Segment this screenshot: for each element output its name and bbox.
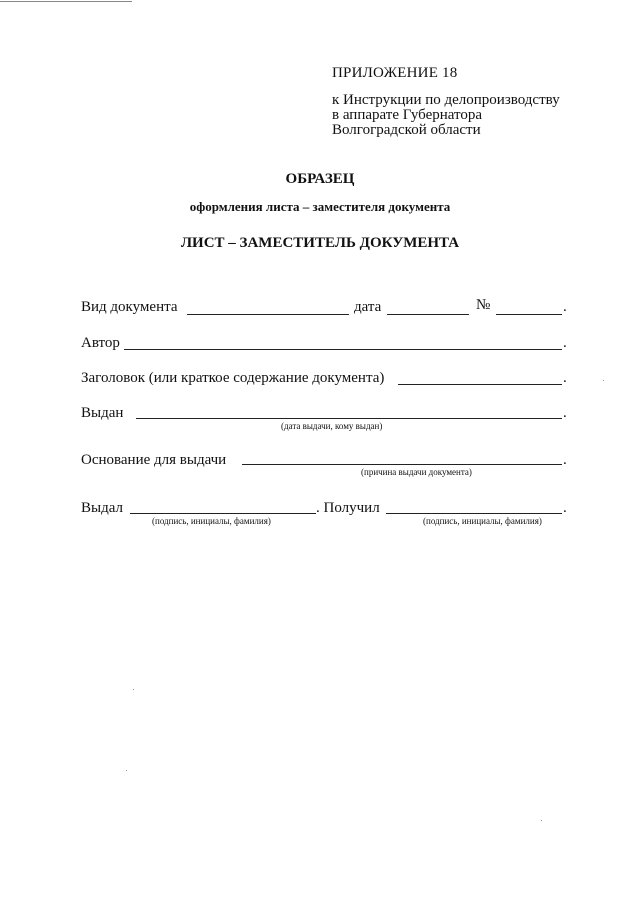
appendix-title: ПРИЛОЖЕНИЕ 18 <box>332 65 458 81</box>
scan-speck <box>541 820 542 821</box>
doc-type-line <box>187 314 349 315</box>
end-mark: . <box>563 335 567 351</box>
scan-speck <box>133 689 134 690</box>
basis-line <box>242 464 562 465</box>
received-label: . Получил <box>316 500 380 516</box>
end-mark: . <box>563 299 567 315</box>
issued-label: Выдан <box>81 405 124 421</box>
author-label: Автор <box>81 335 120 351</box>
basis-label: Основание для выдачи <box>81 452 227 468</box>
date-label: дата <box>354 299 382 315</box>
number-line <box>496 314 562 315</box>
appendix-block <box>332 66 560 138</box>
end-mark: . <box>563 370 567 386</box>
issued-line <box>136 418 562 419</box>
received-hint: (подпись, инициалы, фамилия) <box>423 516 542 526</box>
basis-hint: (причина выдачи документа) <box>361 467 472 477</box>
sample-subtitle: оформления листа – заместителя документа <box>189 199 451 214</box>
issued-by-hint: (подпись, инициалы, фамилия) <box>152 516 271 526</box>
document-title: ЛИСТ – ЗАМЕСТИТЕЛЬ ДОКУМЕНТА <box>180 235 460 251</box>
end-mark: . <box>563 500 567 516</box>
scan-speck <box>603 380 604 381</box>
appendix-line: Волгоградской области <box>332 122 481 138</box>
received-line <box>386 513 562 514</box>
appendix-line: в аппарате Губернатора <box>332 107 483 123</box>
heading-label: Заголовок (или краткое содержание документа) <box>81 370 385 386</box>
scan-speck <box>126 770 127 771</box>
issued-by-label: Выдал <box>81 500 123 516</box>
issued-hint: (дата выдачи, кому выдан) <box>281 421 383 431</box>
date-line <box>387 314 469 315</box>
heading-line <box>398 384 562 385</box>
end-mark: . <box>563 405 567 421</box>
scan-border-line <box>0 1 132 2</box>
issued-by-line <box>130 513 316 514</box>
sample-heading: ОБРАЗЕЦ <box>285 171 355 187</box>
appendix-line: к Инструкции по делопроизводству <box>332 92 560 108</box>
number-label: № <box>476 297 491 313</box>
end-mark: . <box>563 452 567 468</box>
doc-type-label: Вид документа <box>81 299 178 315</box>
author-line <box>124 349 562 350</box>
